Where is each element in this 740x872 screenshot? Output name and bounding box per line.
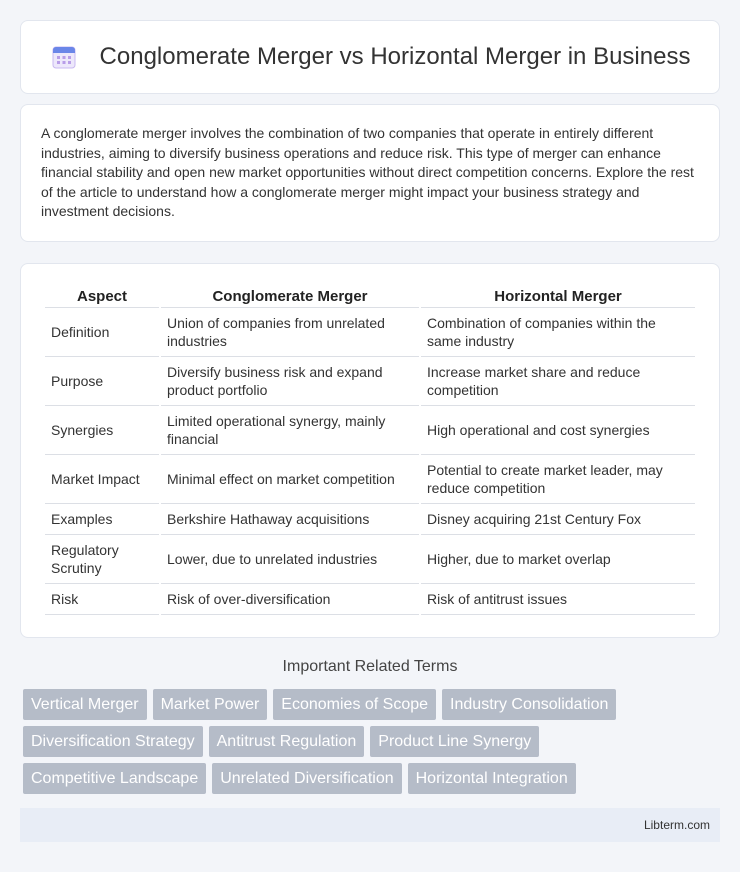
column-header: Aspect [45, 284, 159, 308]
table-cell: Risk [45, 584, 159, 615]
table-header-row [45, 284, 695, 308]
table-row [45, 357, 695, 406]
table-row [45, 406, 695, 455]
table-cell: Increase market share and reduce competition [421, 357, 695, 406]
table-row [45, 584, 695, 615]
table-cell: Higher, due to market overlap [421, 535, 695, 584]
table-row [45, 308, 695, 357]
table-cell: Purpose [45, 357, 159, 406]
table-row [45, 504, 695, 535]
table-cell: Risk of antitrust issues [421, 584, 695, 615]
calendar-icon [50, 43, 78, 71]
related-term-tag[interactable]: Vertical Merger [23, 689, 147, 720]
table-cell: Risk of over-diversification [161, 584, 419, 615]
table-cell: High operational and cost synergies [421, 406, 695, 455]
related-term-tag[interactable]: Economies of Scope [273, 689, 436, 720]
intro-text: A conglomerate merger involves the combination of two companies that operate in entirely different industries, aiming to diversify business operations and reduce risk. This type of merger can enhance financial stability and open new market opportunities without direct competition concerns. Explore the rest of the article to understand how a conglomerate merger might impact your business strategy and investment decisions. [41, 125, 694, 220]
tag-row [23, 689, 723, 720]
related-term-tag[interactable]: Competitive Landscape [23, 763, 206, 794]
table-cell: Definition [45, 308, 159, 357]
comparison-table [43, 284, 697, 615]
table-cell: Potential to create market leader, may reduce competition [421, 455, 695, 504]
page-title: Conglomerate Merger vs Horizontal Merger in Business [99, 43, 691, 70]
table-row [45, 455, 695, 504]
related-term-tag[interactable]: Product Line Synergy [370, 726, 539, 757]
column-header: Horizontal Merger [421, 284, 695, 308]
table-row [45, 535, 695, 584]
table-cell: Lower, due to unrelated industries [161, 535, 419, 584]
column-header: Conglomerate Merger [161, 284, 419, 308]
comparison-table-card [20, 263, 720, 638]
table-cell: Diversify business risk and expand product portfolio [161, 357, 419, 406]
table-cell: Limited operational synergy, mainly financial [161, 406, 419, 455]
related-term-tag[interactable]: Horizontal Integration [408, 763, 576, 794]
table-cell: Disney acquiring 21st Century Fox [421, 504, 695, 535]
related-term-tag[interactable]: Diversification Strategy [23, 726, 203, 757]
table-cell: Synergies [45, 406, 159, 455]
related-term-tag[interactable]: Industry Consolidation [442, 689, 616, 720]
table-cell: Minimal effect on market competition [161, 455, 419, 504]
footer-brand[interactable]: Libterm.com [643, 818, 710, 832]
table-cell: Market Impact [45, 455, 159, 504]
related-terms-title: Important Related Terms [282, 658, 458, 675]
intro-card [20, 104, 720, 242]
related-term-tag[interactable]: Antitrust Regulation [209, 726, 365, 757]
table-cell: Examples [45, 504, 159, 535]
table-cell: Berkshire Hathaway acquisitions [161, 504, 419, 535]
header-card [20, 20, 720, 94]
tag-row [23, 763, 723, 794]
related-term-tag[interactable]: Market Power [153, 689, 268, 720]
footer [20, 808, 720, 842]
related-terms [23, 689, 723, 800]
table-cell: Regulatory Scrutiny [45, 535, 159, 584]
tag-row [23, 726, 723, 757]
table-cell: Union of companies from unrelated industries [161, 308, 419, 357]
table-cell: Combination of companies within the same industry [421, 308, 695, 357]
related-term-tag[interactable]: Unrelated Diversification [212, 763, 401, 794]
